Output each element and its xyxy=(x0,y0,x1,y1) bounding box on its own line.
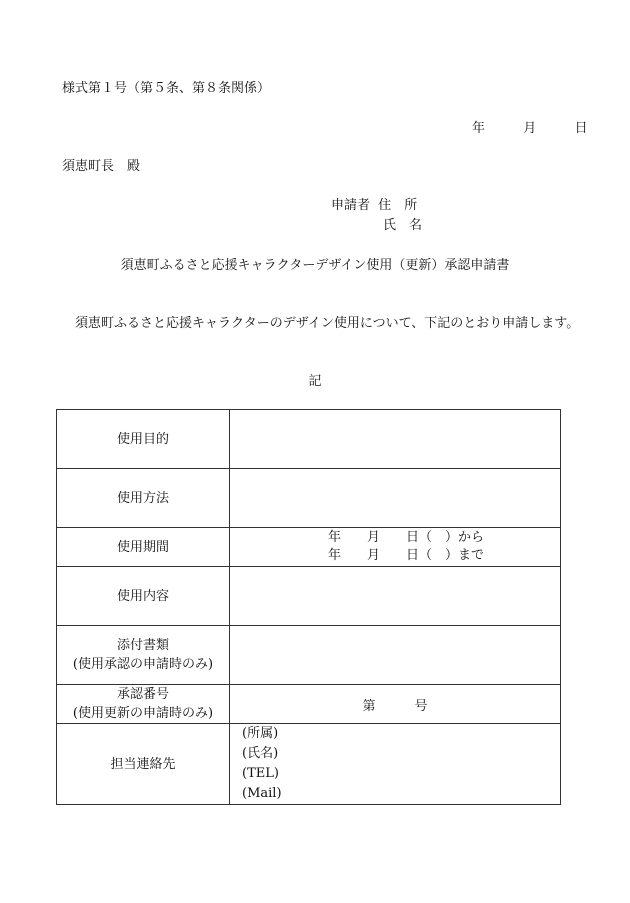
approval-note: (使用更新の申請時のみ) xyxy=(72,706,214,721)
date-month: 月 xyxy=(523,121,537,136)
attachments-label: 添付書類 xyxy=(116,638,169,653)
approval-label-cell xyxy=(57,685,230,724)
table-row xyxy=(57,528,561,567)
contact-mail: (Mail) xyxy=(242,786,282,801)
applicant-name-label: 氏 名 xyxy=(383,218,423,233)
period-field[interactable] xyxy=(230,528,561,567)
addressee: 須恵町長 殿 xyxy=(62,159,141,174)
contact-tel: (TEL) xyxy=(242,766,279,781)
table-row xyxy=(57,410,561,469)
attachments-label-cell xyxy=(57,626,230,685)
table-row xyxy=(57,685,561,724)
period-label: 使用期間 xyxy=(57,528,230,567)
period-to: 年 月 日（ ）まで xyxy=(328,548,485,563)
ki-heading: 記 xyxy=(308,374,322,389)
applicant-address-label: 住 所 xyxy=(378,198,418,213)
table-row xyxy=(57,626,561,685)
application-detail-table xyxy=(56,409,561,805)
table-row xyxy=(57,469,561,528)
contact-field[interactable] xyxy=(230,724,561,805)
approval-label: 承認番号 xyxy=(116,687,169,702)
content-field[interactable] xyxy=(230,567,561,626)
date-year: 年 xyxy=(472,121,486,136)
table-row xyxy=(57,567,561,626)
contact-name: (氏名) xyxy=(242,746,279,761)
date-day: 日 xyxy=(574,121,588,136)
document-title: 須恵町ふるさと応援キャラクターデザイン使用（更新）承認申請書 xyxy=(120,258,510,273)
purpose-field[interactable] xyxy=(230,410,561,469)
method-label: 使用方法 xyxy=(57,469,230,528)
period-from: 年 月 日（ ）から xyxy=(328,530,485,545)
attachments-field[interactable] xyxy=(230,626,561,685)
attachments-note: (使用承認の申請時のみ) xyxy=(72,657,214,672)
form-number: 様式第１号（第５条、第８条関係） xyxy=(62,81,271,96)
content-label: 使用内容 xyxy=(57,567,230,626)
applicant-label: 申請者 xyxy=(331,198,371,213)
body-paragraph: 須恵町ふるさと応援キャラクターのデザイン使用について、下記のとおり申請します。 xyxy=(75,316,580,331)
applicant-block xyxy=(331,198,422,238)
contact-affiliation: (所属) xyxy=(242,726,279,741)
application-date xyxy=(472,121,588,137)
table-row xyxy=(57,724,561,805)
approval-number-field[interactable]: 第 号 xyxy=(230,685,561,724)
purpose-label: 使用目的 xyxy=(57,410,230,469)
method-field[interactable] xyxy=(230,469,561,528)
contact-label: 担当連絡先 xyxy=(57,724,230,805)
